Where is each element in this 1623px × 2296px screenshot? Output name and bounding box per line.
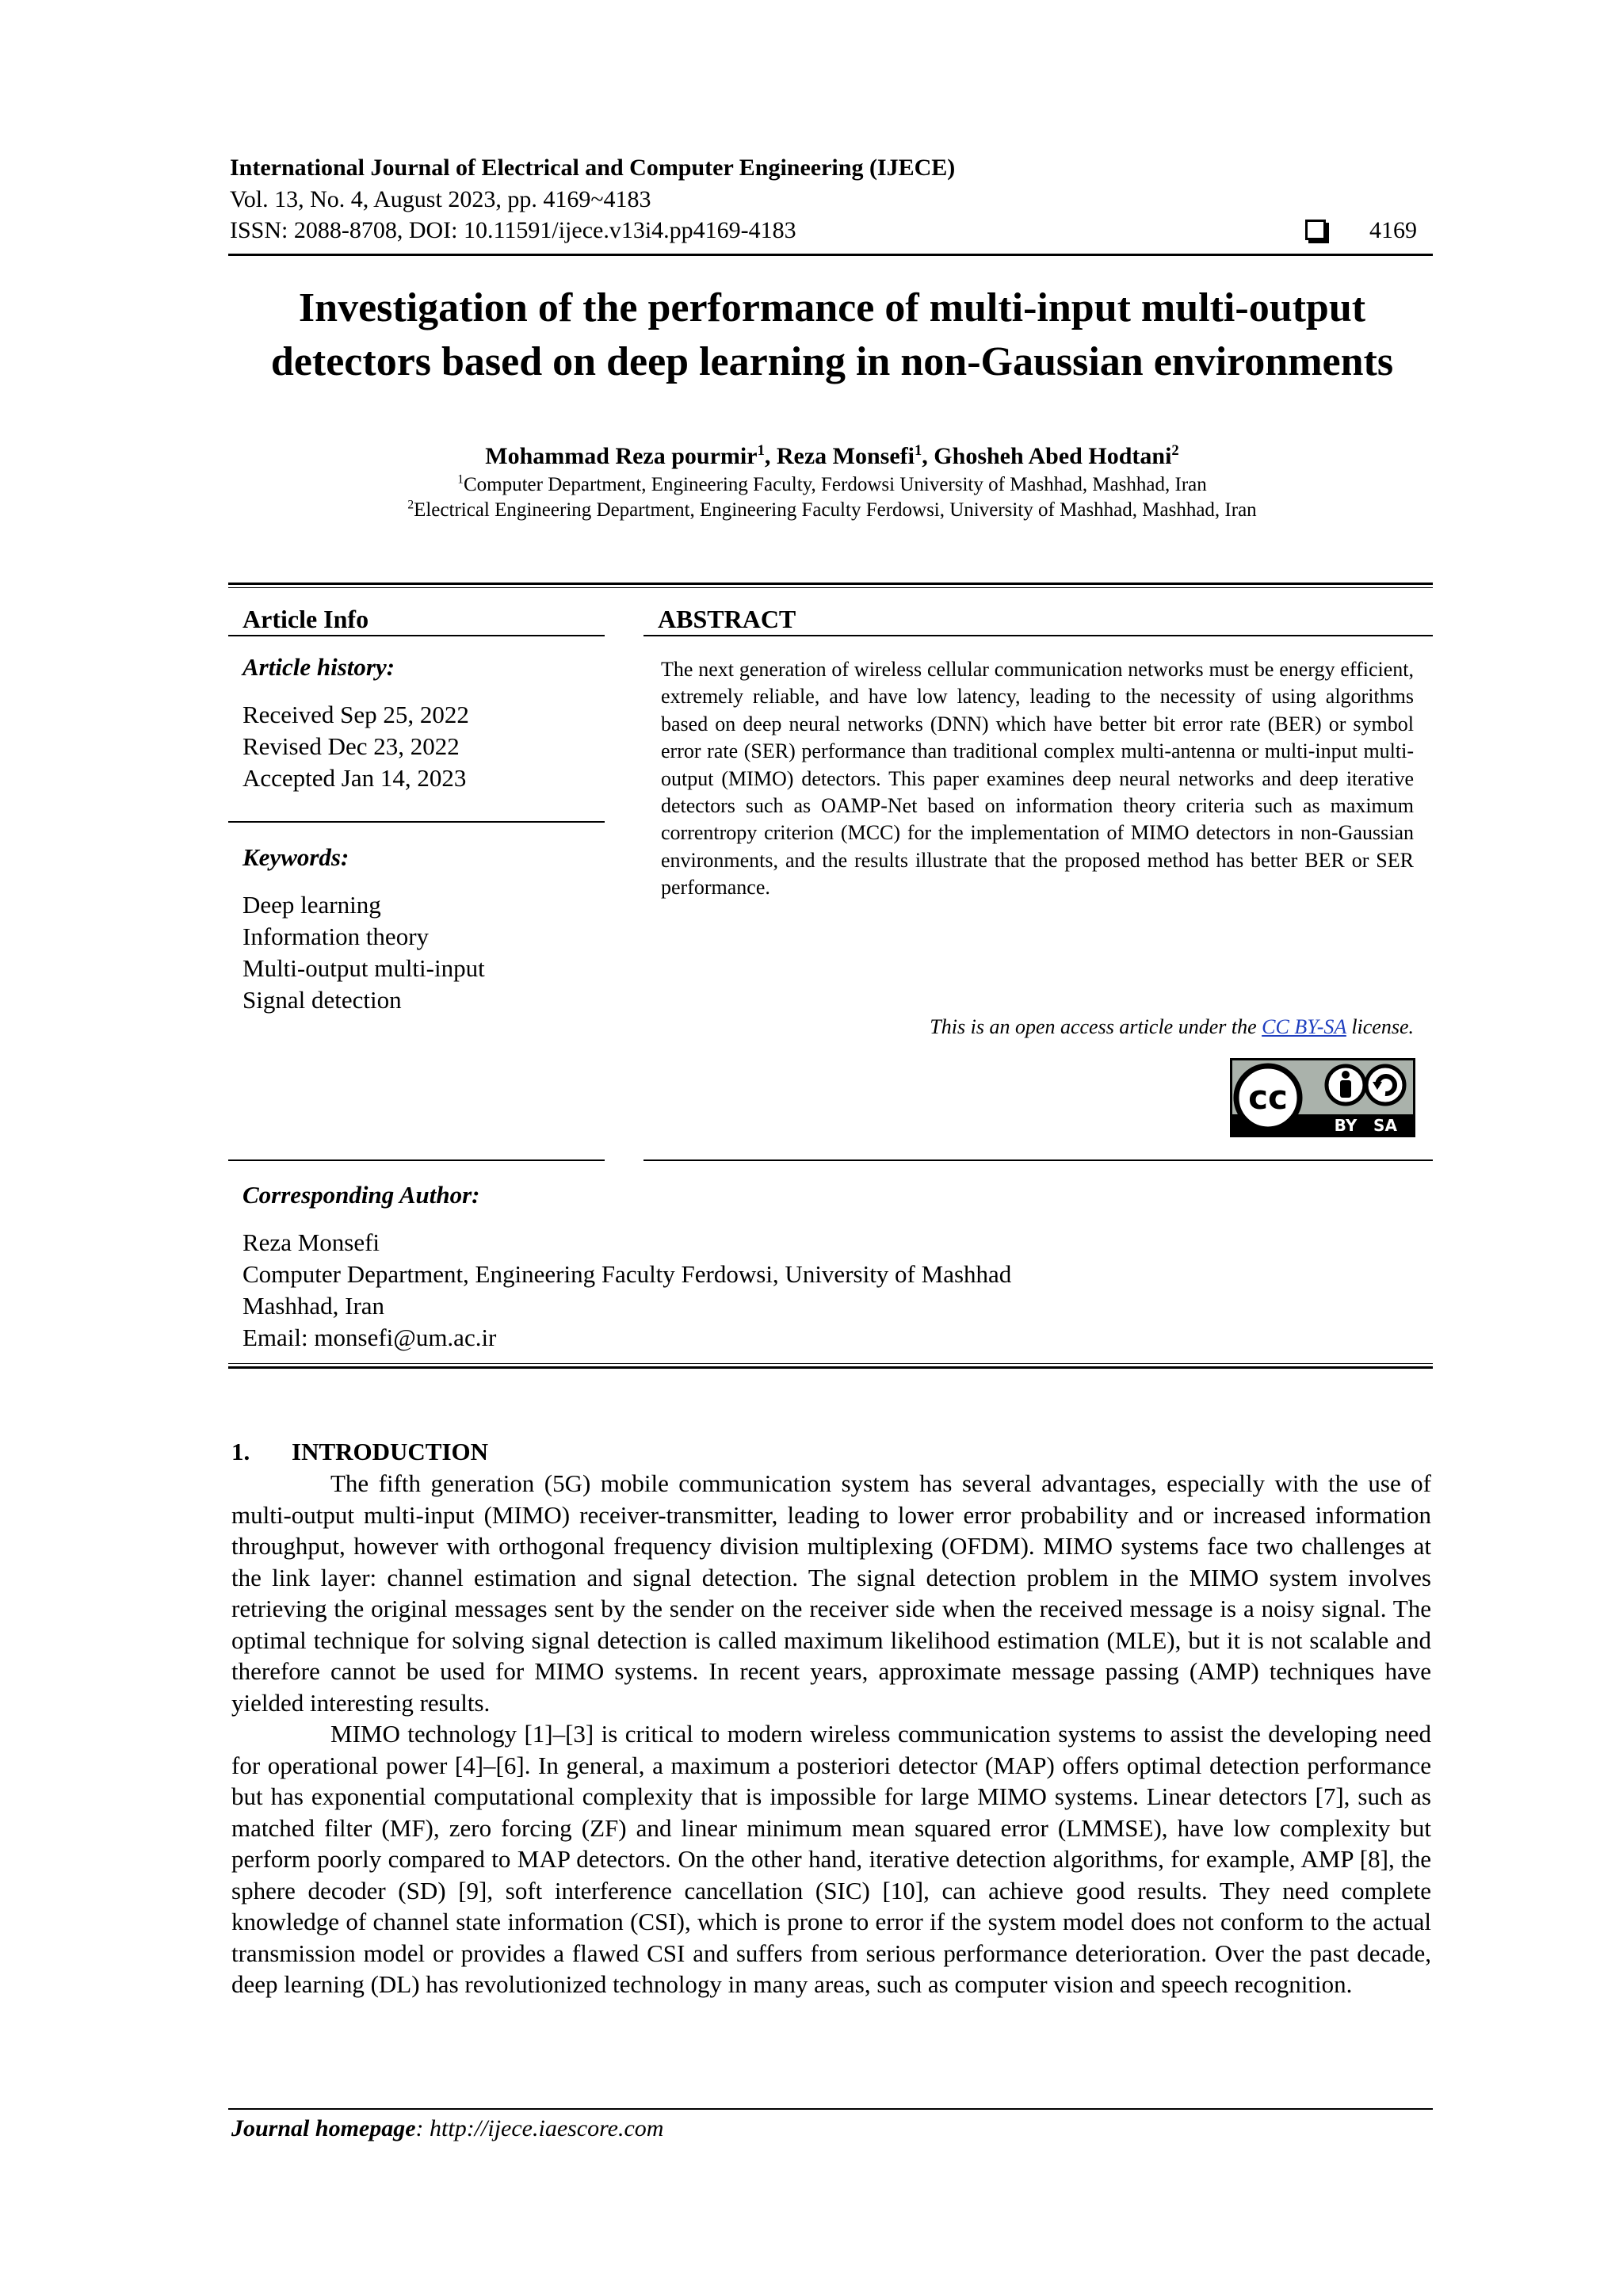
- article-info-rule: [228, 635, 605, 636]
- abstract-rule: [643, 635, 1433, 636]
- title-line-1: Investigation of the performance of multi-input multi-output: [298, 285, 1366, 330]
- author-affiliation-mark: 1: [757, 442, 765, 459]
- homepage-colon: :: [415, 2115, 430, 2141]
- affiliation-text: Electrical Engineering Department, Engineering Faculty Ferdowsi, University of Mashhad, Mashhad, Iran: [414, 499, 1257, 521]
- title-line-2: detectors based on deep learning in non-Gaussian environments: [270, 339, 1394, 384]
- issn-line: ISSN: 2088-8708, DOI: 10.11591/ijece.v13i4.pp4169-4183: [230, 217, 796, 243]
- info-bottom-rule: [228, 1159, 605, 1161]
- section-heading: [231, 1436, 488, 1468]
- keyword: Multi-output multi-input: [242, 954, 485, 982]
- article-info-heading: Article Info: [242, 605, 369, 633]
- open-access-suffix: license.: [1346, 1015, 1414, 1038]
- cc-by-sa-badge-icon[interactable]: [1230, 1058, 1415, 1137]
- box-bottom-rule: [228, 1366, 1433, 1369]
- open-access-note: [661, 1014, 1414, 1041]
- cc-mark: cc: [1248, 1078, 1288, 1117]
- history-rule: [228, 821, 605, 823]
- paper-title: [198, 281, 1466, 389]
- corresponding-name: Reza Monsefi: [242, 1228, 380, 1256]
- page-number: 4169: [1369, 217, 1417, 243]
- corresponding-dept: Computer Department, Engineering Faculty Ferdowsi, University of Mashhad: [242, 1260, 1012, 1288]
- revised-date: Revised Dec 23, 2022: [242, 732, 460, 760]
- corresponding-city: Mashhad, Iran: [242, 1292, 385, 1320]
- section-title: INTRODUCTION: [292, 1438, 489, 1465]
- section-number: 1.: [231, 1438, 250, 1465]
- box-top-rule: [228, 583, 1433, 585]
- author-affiliation-mark: 1: [915, 442, 922, 459]
- affiliation: [198, 472, 1466, 498]
- author-name: Ghosheh Abed Hodtani: [934, 443, 1172, 469]
- header-rule: [228, 254, 1433, 256]
- badge-by-label: BY: [1334, 1116, 1358, 1135]
- abstract-text: The next generation of wireless cellular communication networks must be energy efficient, extremely reliable, and have low latency, leading to the necessity of using algorithms based on deep neural networks (DNN) which have better bit error rate (BER) or symbol error rate (SER) performance than traditional complex multi-antenna or multi-input multi-output (MIMO) detectors. This paper examines deep neural networks and deep iterative detectors such as OAMP-Net based on information theory criteria such as maximum correntropy criterion (MCC) for the implementation of MIMO detectors in non-Gaussian environments, and the results illustrate that the proposed method has better BER or SER performance.: [661, 658, 1414, 900]
- journal-name: International Journal of Electrical and Computer Engineering (IJECE): [230, 155, 956, 181]
- affiliation-mark: 2: [407, 498, 414, 512]
- box-bottom-rule-thin: [228, 1363, 1433, 1364]
- affiliation: [198, 498, 1466, 523]
- paragraph: MIMO technology [1]–[3] is critical to modern wireless communication systems to assist the developing need for operational power [4]–[6]. In general, a maximum a posteriori detector (MAP) offers optimal detection performance but has exponential computational complexity that is impossible for large MIMO systems. Linear detectors [7], such as matched filter (MF), zero forcing (ZF) and linear minimum mean squared error (LMMSE), have low complexity but perform poorly compared to MAP detectors. On the other hand, iterative detection algorithms, for example, AMP [8], the sphere decoder (SD) [9], soft interference cancellation (SIC) [10], can achieve good results. They need complete knowledge of channel state information (CSI), which is prone to error if the system model does not conform to the actual transmission model or provides a flawed CSI and suffers from serious performance deterioration. Over the past decade, deep learning (DL) has revolutionized technology in many areas, such as computer vision and speech recognition.: [231, 1720, 1431, 1998]
- keyword: Information theory: [242, 923, 430, 950]
- author-name: Reza Monsefi: [776, 443, 915, 469]
- homepage-url[interactable]: http://ijece.iaescore.com: [430, 2115, 664, 2141]
- affiliation-text: Computer Department, Engineering Faculty, Ferdowsi University of Mashhad, Mashhad, Iran: [463, 474, 1207, 495]
- history-heading: Article history:: [242, 653, 395, 681]
- open-access-prefix: This is an open access article under the: [930, 1015, 1262, 1038]
- abstract-heading: ABSTRACT: [658, 605, 796, 633]
- received-date: Received Sep 25, 2022: [242, 701, 469, 728]
- accepted-date: Accepted Jan 14, 2023: [242, 764, 467, 792]
- box-top-rule-thin: [228, 587, 1433, 588]
- keyword: Signal detection: [242, 986, 402, 1014]
- license-link[interactable]: CC BY-SA: [1262, 1015, 1346, 1038]
- author-list: Mohammad Reza pourmir$^1$, Reza Monsefi$^1$, Ghosheh Abed Hodtani$^2$: [485, 442, 1179, 469]
- author-name: Mohammad Reza pourmir: [485, 443, 758, 469]
- square-bullet-icon: [1305, 220, 1326, 240]
- corresponding-heading: Corresponding Author:: [242, 1181, 480, 1209]
- corresponding-email: Email: monsefi@um.ac.ir: [242, 1324, 497, 1351]
- keywords-heading: Keywords:: [242, 843, 349, 871]
- abstract-bottom-rule: [643, 1159, 1433, 1161]
- journal-homepage: [231, 2113, 663, 2145]
- badge-sa-label: SA: [1373, 1116, 1397, 1135]
- affiliation-mark: 1: [457, 472, 464, 487]
- footer-rule: [228, 2108, 1433, 2110]
- author-affiliation-mark: 2: [1171, 442, 1179, 459]
- introduction-body: [231, 1468, 1431, 2000]
- homepage-label: Journal homepage: [231, 2115, 416, 2141]
- keyword: Deep learning: [242, 891, 381, 919]
- volume-line: Vol. 13, No. 4, August 2023, pp. 4169~4183: [230, 186, 651, 212]
- paragraph: The fifth generation (5G) mobile communication system has several advantages, especially with the use of multi-output multi-input (MIMO) receiver-transmitter, leading to lower error probability and or increased information throughput, however with orthogonal frequency division multiplexing (OFDM). MIMO systems face two challenges at the link layer: channel estimation and signal detection. The signal detection problem in the MIMO system involves retrieving the original messages sent by the sender on the receiver side when the received message is a noisy signal. The optimal technique for solving signal detection is called maximum likelihood estimation (MLE), but it is not scalable and therefore cannot be used for MIMO systems. In recent years, approximate message passing (AMP) techniques have yielded interesting results.: [231, 1469, 1431, 1717]
